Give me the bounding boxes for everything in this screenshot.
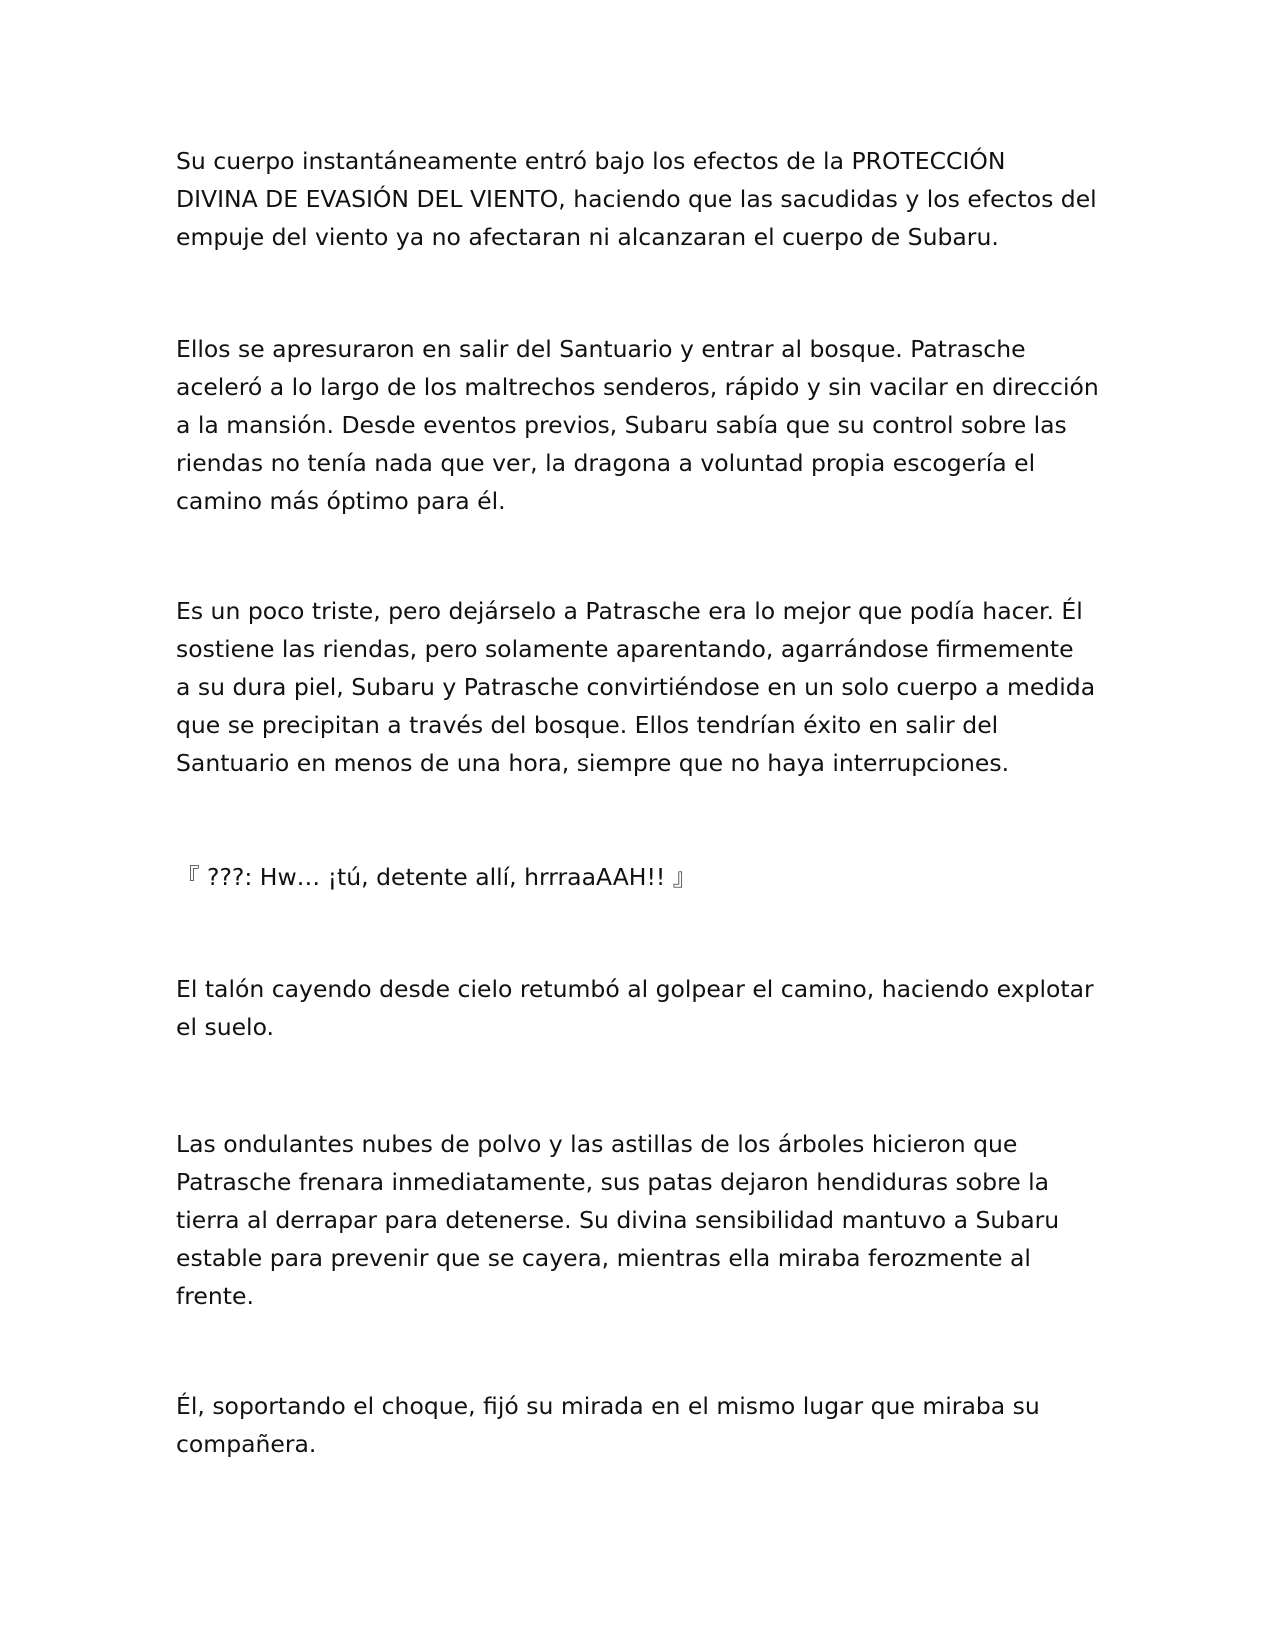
paragraph-1 — [176, 142, 1116, 256]
paragraph-3 — [176, 592, 1116, 782]
text-line: Su cuerpo instantáneamente entró bajo los efectos de la PROTECCIÓN — [176, 147, 1006, 175]
text-line: riendas no tenía nada que ver, la dragona a voluntad propia escogería el — [176, 449, 1036, 477]
text-line: sostiene las riendas, pero solamente aparentando, agarrándose firmemente — [176, 635, 1074, 663]
paragraph-6 — [176, 1125, 1116, 1315]
text-line: empuje del viento ya no afectaran ni alcanzaran el cuerpo de Subaru. — [176, 223, 999, 251]
text-line: DIVINA DE EVASIÓN DEL VIENTO, haciendo que las sacudidas y los efectos del — [176, 185, 1097, 213]
text-line: Ellos se apresuraron en salir del Santuario y entrar al bosque. Patrasche — [176, 335, 1026, 363]
paragraph-dialogue — [176, 858, 1116, 896]
text-line: Santuario en menos de una hora, siempre que no haya interrupciones. — [176, 749, 1010, 777]
dialogue-line: 『 ???: Hw… ¡tú, detente allí, hrrraaAAH!! 』 — [176, 863, 697, 891]
text-line: el suelo. — [176, 1013, 275, 1041]
text-line: tierra al derrapar para detenerse. Su divina sensibilidad mantuvo a Subaru — [176, 1206, 1060, 1234]
paragraph-7 — [176, 1387, 1116, 1463]
paragraph-5 — [176, 970, 1116, 1046]
text-line: aceleró a lo largo de los maltrechos senderos, rápido y sin vacilar en dirección — [176, 373, 1099, 401]
text-line: estable para prevenir que se cayera, mientras ella miraba ferozmente al — [176, 1244, 1031, 1272]
text-line: a la mansión. Desde eventos previos, Subaru sabía que su control sobre las — [176, 411, 1067, 439]
text-line: Las ondulantes nubes de polvo y las astillas de los árboles hicieron que — [176, 1130, 1018, 1158]
text-line: Patrasche frenara inmediatamente, sus patas dejaron hendiduras sobre la — [176, 1168, 1050, 1196]
text-line: compañera. — [176, 1430, 317, 1458]
text-line: que se precipitan a través del bosque. Ellos tendrían éxito en salir del — [176, 711, 999, 739]
text-line: a su dura piel, Subaru y Patrasche convirtiéndose en un solo cuerpo a medida — [176, 673, 1096, 701]
text-line: camino más óptimo para él. — [176, 487, 506, 515]
text-line: Él, soportando el choque, fijó su mirada en el mismo lugar que miraba su — [176, 1392, 1040, 1420]
text-line: frente. — [176, 1282, 254, 1310]
text-line: El talón cayendo desde cielo retumbó al golpear el camino, haciendo explotar — [176, 975, 1094, 1003]
text-line: Es un poco triste, pero dejárselo a Patrasche era lo mejor que podía hacer. Él — [176, 597, 1083, 625]
paragraph-2 — [176, 330, 1116, 520]
